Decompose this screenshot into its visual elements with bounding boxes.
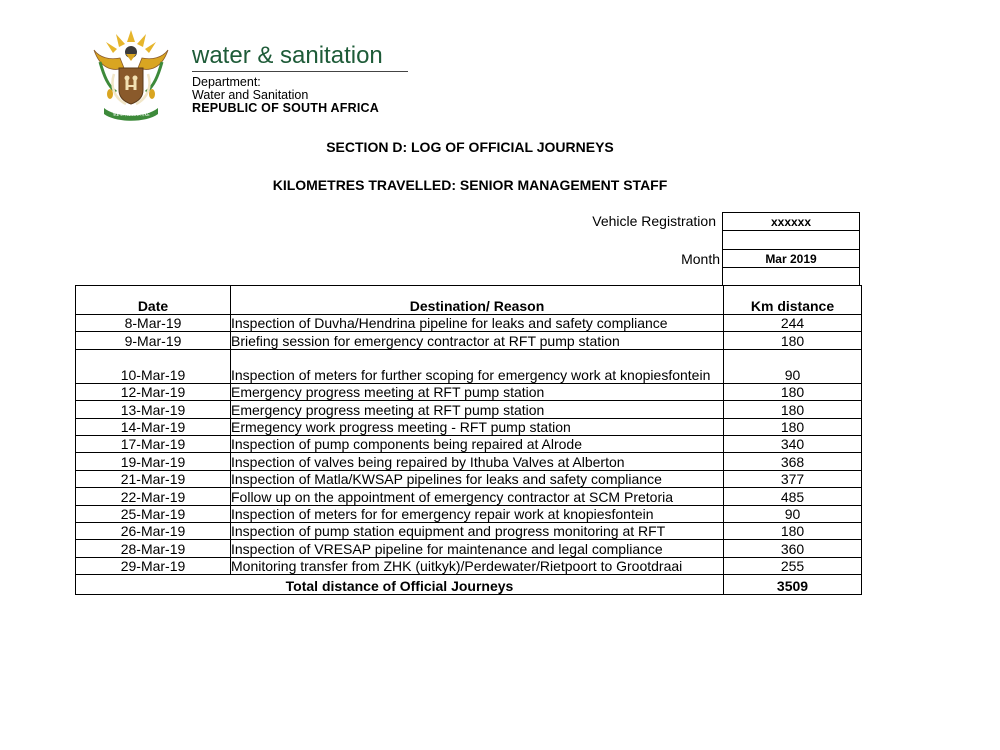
department-label: Department: (192, 75, 261, 89)
table-header-row (76, 286, 862, 315)
table-row (76, 315, 862, 332)
table-row (76, 453, 862, 470)
department-name: Water and Sanitation (192, 88, 309, 102)
row-date: 29-Mar-19 (76, 557, 231, 574)
row-date: 13-Mar-19 (76, 401, 231, 418)
table-row (76, 557, 862, 574)
row-reason: Inspection of pump station equipment and progress monitoring at RFT (231, 522, 724, 539)
row-km: 180 (724, 401, 862, 418)
department-brand (192, 42, 422, 115)
row-date: 26-Mar-19 (76, 522, 231, 539)
vehicle-spacer-cell (722, 230, 860, 250)
month-value: Mar 2019 (722, 249, 860, 268)
row-km: 360 (724, 540, 862, 557)
row-reason: Inspection of meters for further scoping for emergency work at knopiesfontein (231, 349, 724, 383)
row-km: 244 (724, 315, 862, 332)
country-name: REPUBLIC OF SOUTH AFRICA (192, 101, 379, 115)
table-row (76, 349, 862, 383)
motto-text: !KE E: /XARRA //KE (112, 112, 150, 117)
row-date: 9-Mar-19 (76, 332, 231, 349)
row-reason: Inspection of VRESAP pipeline for maintenance and legal compliance (231, 540, 724, 557)
row-reason: Follow up on the appointment of emergency contractor at SCM Pretoria (231, 488, 724, 505)
table-row (76, 470, 862, 487)
month-label: Month (681, 251, 720, 267)
row-date: 17-Mar-19 (76, 435, 231, 452)
journey-log-table (75, 285, 862, 595)
brand-divider (192, 71, 408, 72)
table-row (76, 540, 862, 557)
row-date: 10-Mar-19 (76, 349, 231, 383)
column-header-date: Date (76, 286, 231, 315)
table-row (76, 522, 862, 539)
row-km: 180 (724, 383, 862, 400)
row-reason: Inspection of valves being repaired by Ithuba Valves at Alberton (231, 453, 724, 470)
row-reason: Inspection of meters for for emergency repair work at knopiesfontein (231, 505, 724, 522)
row-date: 25-Mar-19 (76, 505, 231, 522)
row-km: 180 (724, 332, 862, 349)
row-km: 377 (724, 470, 862, 487)
row-date: 12-Mar-19 (76, 383, 231, 400)
row-date: 8-Mar-19 (76, 315, 231, 332)
table-row (76, 332, 862, 349)
vehicle-registration-value: xxxxxx (722, 212, 860, 231)
vehicle-registration-label: Vehicle Registration (592, 213, 716, 229)
table-row (76, 435, 862, 452)
row-km: 180 (724, 522, 862, 539)
row-date: 21-Mar-19 (76, 470, 231, 487)
table-row (76, 488, 862, 505)
row-km: 90 (724, 505, 862, 522)
row-km: 340 (724, 435, 862, 452)
total-label: Total distance of Official Journeys (76, 575, 724, 595)
coat-of-arms-logo (86, 28, 176, 124)
total-row (76, 575, 862, 595)
row-km: 90 (724, 349, 862, 383)
month-spacer-cell (722, 267, 860, 286)
row-date: 14-Mar-19 (76, 418, 231, 435)
brand-title: water & sanitation (192, 42, 383, 69)
row-reason: Emergency progress meeting at RFT pump station (231, 383, 724, 400)
row-km: 180 (724, 418, 862, 435)
row-km: 255 (724, 557, 862, 574)
table-row (76, 383, 862, 400)
row-reason: Monitoring transfer from ZHK (uitkyk)/Perdewater/Rietpoort to Grootdraai (231, 557, 724, 574)
table-row (76, 401, 862, 418)
section-subtitle: KILOMETRES TRAVELLED: SENIOR MANAGEMENT STAFF (272, 177, 668, 193)
table-row (76, 505, 862, 522)
row-date: 28-Mar-19 (76, 540, 231, 557)
column-header-km: Km distance (724, 286, 862, 315)
row-reason: Briefing session for emergency contractor at RFT pump station (231, 332, 724, 349)
total-value: 3509 (724, 575, 862, 595)
row-date: 19-Mar-19 (76, 453, 231, 470)
row-reason: Inspection of Duvha/Hendrina pipeline for leaks and safety compliance (231, 315, 724, 332)
row-reason: Inspection of Matla/KWSAP pipelines for leaks and safety compliance (231, 470, 724, 487)
row-km: 368 (724, 453, 862, 470)
row-km: 485 (724, 488, 862, 505)
row-reason: Emergency progress meeting at RFT pump station (231, 401, 724, 418)
table-row (76, 418, 862, 435)
section-title: SECTION D: LOG OF OFFICIAL JOURNEYS (326, 139, 614, 155)
row-date: 22-Mar-19 (76, 488, 231, 505)
row-reason: Ermegency work progress meeting - RFT pump station (231, 418, 724, 435)
column-header-reason: Destination/ Reason (231, 286, 724, 315)
row-reason: Inspection of pump components being repaired at Alrode (231, 435, 724, 452)
